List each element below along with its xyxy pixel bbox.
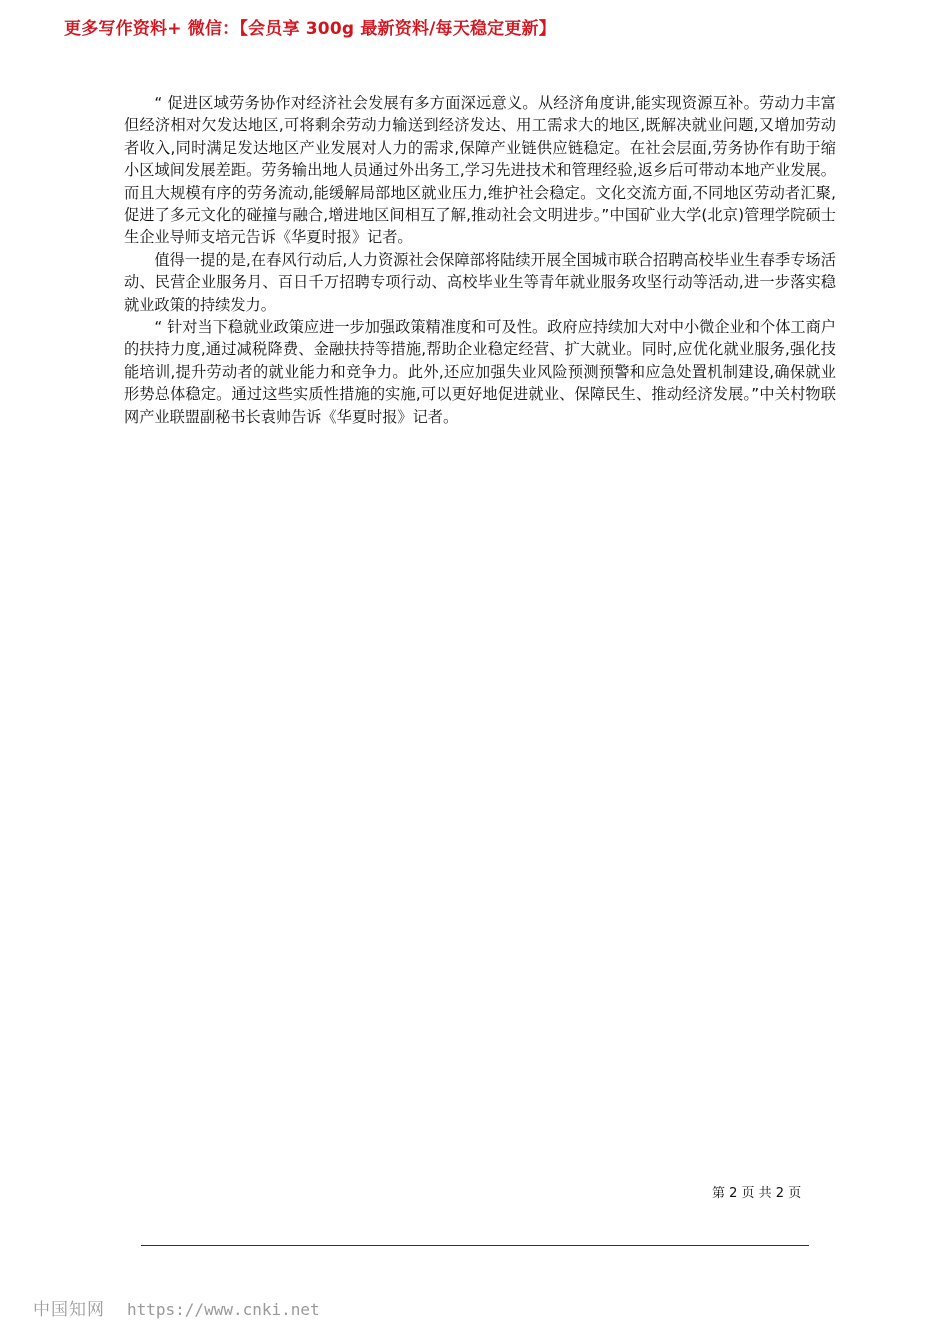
article-body <box>124 92 836 428</box>
promo-banner: 更多写作资料+ 微信：【会员享 300g 最新资料/每天稳定更新】 <box>64 19 556 39</box>
footer-divider <box>141 1245 809 1246</box>
article-paragraph: 值得一提的是,在春风行动后,人力资源社会保障部将陆续开展全国城市联合招聘高校毕业生春季专场活动、民营企业服务月、百日千万招聘专项行动、高校毕业生等青年就业服务攻坚行动等活动,进一步落实稳就业政策的持续发力。 <box>124 250 836 314</box>
watermark-url[interactable]: https://www.cnki.net <box>127 1300 320 1319</box>
page-number: 第 2 页 共 2 页 <box>712 1186 802 1201</box>
article-paragraph: “ 促进区域劳务协作对经济社会发展有多方面深远意义。从经济角度讲,能实现资源互补。劳动力丰富但经济相对欠发达地区,可将剩余劳动力输送到经济发达、用工需求大的地区,既解决就业问题,又增加劳动者收入,同时满足发达地区产业发展对人力的需求,保障产业链供应链稳定。在社会层面,劳务协作有助于缩小区域间发展差距。劳务输出地人员通过外出务工,学习先进技术和管理经验,返乡后可带动本地产业发展。而且大规模有序的劳务流动,能缓解局部地区就业压力,维护社会稳定。文化交流方面,不同地区劳动者汇聚,促进了多元文化的碰撞与融合,增进地区间相互了解,推动社会文明进步。”中国矿业大学(北京)管理学院硕士生企业导师支培元告诉《华夏时报》记者。 <box>124 94 836 247</box>
watermark-name: 中国知网 <box>33 1300 105 1320</box>
cnki-watermark <box>33 1295 320 1320</box>
article-paragraph: “ 针对当下稳就业政策应进一步加强政策精准度和可及性。政府应持续加大对中小微企业和个体工商户的扶持力度,通过减税降费、金融扶持等措施,帮助企业稳定经营、扩大就业。同时,应优化就业服务,强化技能培训,提升劳动者的就业能力和竞争力。此外,还应加强失业风险预测预警和应急处置机制建设,确保就业形势总体稳定。通过这些实质性措施的实施,可以更好地促进就业、保障民生、推动经济发展。”中关村物联网产业联盟副秘书长袁帅告诉《华夏时报》记者。 <box>124 318 836 426</box>
